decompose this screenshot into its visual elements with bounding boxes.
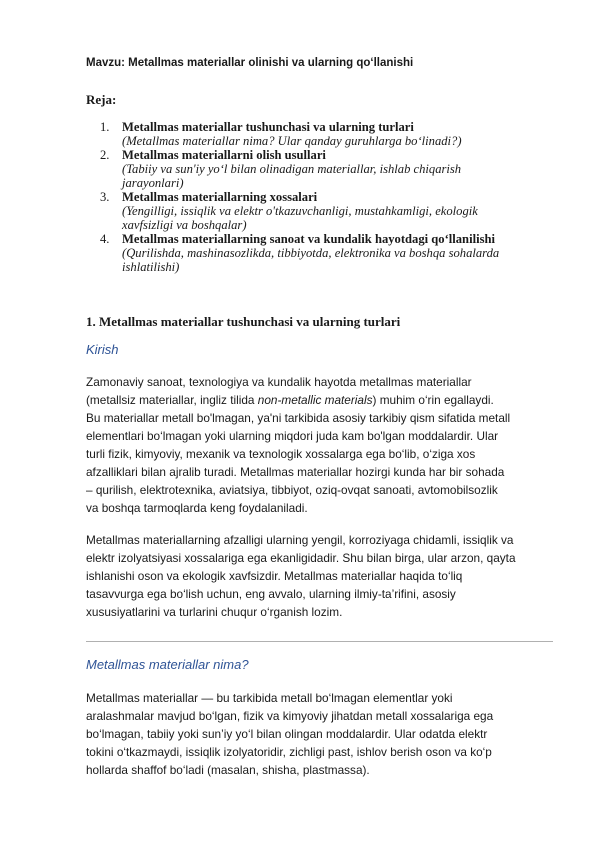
- plan-list: [100, 120, 540, 274]
- plan-item-description: (Yengilligi, issiqlik va elektr o'tkazuvchanligi, mustahkamligi, ekologik: [122, 204, 478, 218]
- paragraph-line: tasavvurga ega bo‘lish uchun, eng avvalo, ularning ilmiy-ta’rifini, asosiy: [86, 587, 456, 601]
- advantages-paragraph: [86, 531, 554, 621]
- plan-item-number: 4.: [100, 232, 110, 246]
- paragraph-line: Metallmas materiallar — bu tarkibida metall bo‘lmagan elementlar yoki: [86, 691, 453, 705]
- paragraph-line: aralashmalar mavjud bo‘lgan, fizik va kimyoviy jihatdan metall xossalariga ega: [86, 709, 494, 723]
- intro-paragraph: [86, 373, 554, 517]
- plan-heading: Reja:: [86, 92, 117, 107]
- plan-item-description: jarayonlari): [122, 176, 184, 190]
- topic-title: Mavzu: Metallmas materiallar olinishi va ularning qo‘llanishi: [86, 57, 414, 69]
- paragraph-line: hollarda shaffof bo‘ladi (masalan, shisha, plastmassa).: [86, 763, 370, 777]
- plan-item-description: (Metallmas materiallar nima? Ular qanday guruhlarga bo‘linadi?): [122, 134, 462, 148]
- plan-item-title: Metallmas materiallarning xossalari: [122, 190, 318, 204]
- plan-item-description: ishlatilishi): [122, 260, 180, 274]
- plan-item-number: 2.: [100, 148, 110, 162]
- plan-item-title: Metallmas materiallarning sanoat va kundalik hayotdagi qo‘llanilishi: [122, 232, 495, 246]
- paragraph-line: va boshqa tarmoqlarda keng foydalaniladi.: [86, 501, 308, 515]
- paragraph-line: ishlanishi oson va ekologik xavfsizdir. Metallmas materiallar haqida to‘liq: [86, 569, 463, 583]
- plan-item-description: xavfsizligi va boshqalar): [122, 218, 247, 232]
- definition-paragraph: [86, 689, 554, 779]
- paragraph-line: bo‘lmagan, tabiiy yoki sun’iy yo‘l bilan olingan moddalardir. Ular odatda elektr: [86, 727, 488, 741]
- paragraph-line: elektr izolyatsiyasi xossalariga ega ekanligidadir. Shu bilan birga, ular arzon, qayta: [86, 551, 516, 565]
- paragraph-line: Bu materiallar metall bo'lmagan, ya'ni tarkibida asosiy tarkibiy qism sifatida metall: [86, 411, 511, 425]
- section-title: 1. Metallmas materiallar tushunchasi va ularning turlari: [86, 314, 401, 329]
- plan-item: [100, 190, 540, 232]
- line-text: ) muhim o‘rin egallaydi.: [372, 393, 494, 407]
- plan-item-title: Metallmas materiallar tushunchasi va ularning turlari: [122, 120, 414, 134]
- plan-item: [100, 120, 540, 148]
- paragraph-line: turli fizik, kimyoviy, mexanik va texnologik xossalarga ega bo‘lib, o‘ziga xos: [86, 447, 476, 461]
- paragraph-line: xususiyatlarini va turlarini chuqur o‘rganish lozim.: [86, 605, 343, 619]
- paragraph-line: elementlari bo‘lmagan yoki ularning miqdori juda kam bo'lgan moddalardir. Ular: [86, 429, 499, 443]
- plan-item: [100, 232, 540, 274]
- paragraph-line: Metallmas materiallarning afzalligi ularning yengil, korroziyaga chidamli, issiqlik va: [86, 533, 514, 547]
- plan-item-title: Metallmas materiallarni olish usullari: [122, 148, 326, 162]
- line-text: (metallsiz materiallar, ingliz tilida: [86, 393, 258, 407]
- paragraph-line: tokini o‘tkazmaydi, issiqlik izolyatoridir, zichligi past, ishlov berish oson va ko‘p: [86, 745, 492, 759]
- paragraph-line: Zamonaviy sanoat, texnologiya va kundalik hayotda metallmas materiallar: [86, 375, 472, 389]
- intro-heading: Kirish: [86, 342, 119, 357]
- plan-item-number: 3.: [100, 190, 110, 204]
- paragraph-line: – qurilish, elektrotexnika, aviatsiya, tibbiyot, oziq-ovqat sanoati, avtomobilsozlik: [86, 483, 498, 497]
- plan-item-number: 1.: [100, 120, 110, 134]
- horizontal-divider: [86, 641, 553, 642]
- paragraph-line: [86, 391, 554, 409]
- plan-item: [100, 148, 540, 190]
- english-term: non-metallic materials: [257, 393, 373, 407]
- definition-heading: Metallmas materiallar nima?: [86, 657, 249, 672]
- plan-item-description: (Qurilishda, mashinasozlikda, tibbiyotda, elektronika va boshqa sohalarda: [122, 246, 500, 260]
- plan-item-description: (Tabiiy va sun'iy yo‘l bilan olinadigan materiallar, ishlab chiqarish: [122, 162, 462, 176]
- paragraph-line: afzalliklari bilan ajralib turadi. Metallmas materiallar hozirgi kunda har bir sohada: [86, 465, 505, 479]
